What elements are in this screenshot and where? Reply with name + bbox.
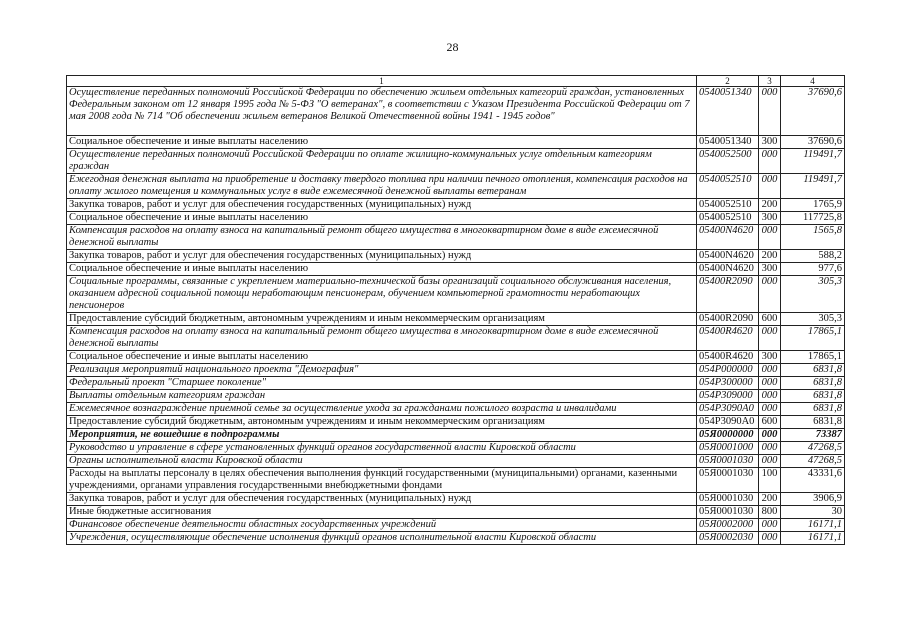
cell-target-article: 05400N4620	[697, 225, 759, 250]
cell-amount: 6831,8	[781, 403, 845, 416]
cell-expense-type: 600	[759, 416, 781, 429]
table-row	[67, 225, 845, 250]
table-body	[67, 87, 845, 545]
cell-amount: 6831,8	[781, 390, 845, 403]
cell-expense-type: 200	[759, 199, 781, 212]
cell-target-article: 054P300000	[697, 377, 759, 390]
cell-amount: 6831,8	[781, 377, 845, 390]
cell-expense-type: 000	[759, 519, 781, 532]
cell-expense-name: Иные бюджетные ассигнования	[67, 506, 697, 519]
cell-expense-name: Руководство и управление в сфере установленных функций органов государственной власти Кировской области	[67, 442, 697, 455]
cell-expense-type: 100	[759, 468, 781, 493]
cell-target-article: 05Я0000000	[697, 429, 759, 442]
table-row	[67, 87, 845, 136]
table-row	[67, 455, 845, 468]
cell-amount: 16171,1	[781, 519, 845, 532]
cell-amount: 37690,6	[781, 136, 845, 149]
cell-expense-name: Компенсация расходов на оплату взноса на капитальный ремонт общего имущества в многоквартирном доме в виде ежемесячной денежной выплаты	[67, 225, 697, 250]
cell-expense-type: 000	[759, 326, 781, 351]
cell-expense-type: 000	[759, 442, 781, 455]
cell-target-article: 05Я0001030	[697, 468, 759, 493]
table-row	[67, 468, 845, 493]
cell-amount: 305,3	[781, 313, 845, 326]
cell-expense-name: Закупка товаров, работ и услуг для обеспечения государственных (муниципальных) нужд	[67, 493, 697, 506]
budget-table	[66, 75, 845, 545]
cell-expense-type: 300	[759, 136, 781, 149]
cell-expense-name: Социальное обеспечение и иные выплаты населению	[67, 263, 697, 276]
cell-expense-name: Осуществление переданных полномочий Российской Федерации по обеспечению жильем отдельных категорий граждан, установленных Федеральным законом от 12 января 1995 года № 5-ФЗ "О ветеранах", в соответствии с Указом Президента Российской Федерации от 7 мая 2008 года № 714 "Об обеспечении жильем ветеранов Великой Отечественной войны 1941 - 1945 годов"	[67, 87, 697, 136]
table-row	[67, 429, 845, 442]
cell-expense-name: Органы исполнительной власти Кировской области	[67, 455, 697, 468]
table-row	[67, 442, 845, 455]
cell-amount: 16171,1	[781, 532, 845, 545]
cell-expense-name: Социальное обеспечение и иные выплаты населению	[67, 136, 697, 149]
column-header-name: 1	[67, 76, 697, 87]
cell-expense-type: 000	[759, 276, 781, 313]
table-row	[67, 149, 845, 174]
cell-amount: 119491,7	[781, 149, 845, 174]
table-row	[67, 506, 845, 519]
table-row	[67, 199, 845, 212]
table-row	[67, 390, 845, 403]
page-number: 28	[446, 40, 459, 54]
cell-amount: 47268,5	[781, 442, 845, 455]
cell-target-article: 05Я0001030	[697, 506, 759, 519]
cell-amount: 119491,7	[781, 174, 845, 199]
table-row	[67, 364, 845, 377]
column-header-vr: 3	[759, 76, 781, 87]
cell-expense-name: Закупка товаров, работ и услуг для обеспечения государственных (муниципальных) нужд	[67, 250, 697, 263]
column-header-csr: 2	[697, 76, 759, 87]
cell-target-article: 05Я0002030	[697, 532, 759, 545]
table-row	[67, 493, 845, 506]
table-row	[67, 519, 845, 532]
cell-amount: 30	[781, 506, 845, 519]
table-row	[67, 351, 845, 364]
cell-expense-name: Социальное обеспечение и иные выплаты населению	[67, 351, 697, 364]
cell-target-article: 05Я0001000	[697, 442, 759, 455]
cell-target-article: 0540052510	[697, 212, 759, 225]
table-row	[67, 174, 845, 199]
cell-target-article: 054P000000	[697, 364, 759, 377]
cell-expense-type: 200	[759, 493, 781, 506]
cell-expense-type: 200	[759, 250, 781, 263]
cell-target-article: 054P3090A0	[697, 416, 759, 429]
cell-amount: 17865,1	[781, 326, 845, 351]
cell-amount: 588,2	[781, 250, 845, 263]
cell-expense-name: Ежегодная денежная выплата на приобретение и доставку твердого топлива при наличии печного отопления, компенсация расходов на оплату жилого помещения и коммунальных услуг в виде ежемесячной денежной выплаты ветеранам	[67, 174, 697, 199]
cell-amount: 6831,8	[781, 364, 845, 377]
cell-target-article: 05400N4620	[697, 250, 759, 263]
table-row	[67, 326, 845, 351]
cell-expense-name: Выплаты отдельным категориям граждан	[67, 390, 697, 403]
cell-expense-type: 000	[759, 403, 781, 416]
cell-amount: 47268,5	[781, 455, 845, 468]
cell-target-article: 0540052510	[697, 174, 759, 199]
cell-target-article: 054P309000	[697, 390, 759, 403]
table-row	[67, 276, 845, 313]
table-row	[67, 416, 845, 429]
cell-expense-name: Мероприятия, не вошедшие в подпрограммы	[67, 429, 697, 442]
cell-expense-type: 000	[759, 225, 781, 250]
table-row	[67, 212, 845, 225]
cell-amount: 1565,8	[781, 225, 845, 250]
table-header-row	[67, 76, 845, 87]
cell-amount: 43331,6	[781, 468, 845, 493]
cell-expense-name: Осуществление переданных полномочий Российской Федерации по оплате жилищно-коммунальных услуг отдельным категориям граждан	[67, 149, 697, 174]
cell-amount: 305,3	[781, 276, 845, 313]
cell-expense-name: Федеральный проект "Старшее поколение"	[67, 377, 697, 390]
cell-expense-name: Расходы на выплаты персоналу в целях обеспечения выполнения функций государственными (муниципальными) органами, казенными учреждениями, органами управления государственными внебюджетными фондами	[67, 468, 697, 493]
cell-target-article: 05Я0001030	[697, 455, 759, 468]
cell-amount: 977,6	[781, 263, 845, 276]
cell-expense-type: 000	[759, 429, 781, 442]
cell-target-article: 0540052500	[697, 149, 759, 174]
cell-expense-type: 000	[759, 390, 781, 403]
cell-amount: 6831,8	[781, 416, 845, 429]
cell-expense-type: 000	[759, 532, 781, 545]
cell-target-article: 05Я0001030	[697, 493, 759, 506]
table-row	[67, 403, 845, 416]
table-row	[67, 250, 845, 263]
cell-amount: 1765,9	[781, 199, 845, 212]
table-row	[67, 136, 845, 149]
cell-expense-name: Компенсация расходов на оплату взноса на капитальный ремонт общего имущества в многоквартирном доме в виде ежемесячной денежной выплаты	[67, 326, 697, 351]
cell-expense-name: Социальные программы, связанные с укреплением материально-технической базы организаций социального обслуживания населения, оказанием адресной социальной помощи неработающим пенсионерам, обучением компьютерной грамотности неработающих пенсионеров	[67, 276, 697, 313]
cell-expense-type: 600	[759, 313, 781, 326]
cell-amount: 73387	[781, 429, 845, 442]
cell-expense-type: 000	[759, 377, 781, 390]
table-row	[67, 532, 845, 545]
cell-expense-name: Предоставление субсидий бюджетным, автономным учреждениям и иным некоммерческим организациям	[67, 416, 697, 429]
cell-expense-type: 000	[759, 364, 781, 377]
cell-target-article: 05400R4620	[697, 326, 759, 351]
cell-target-article: 0540051340	[697, 87, 759, 136]
cell-target-article: 0540052510	[697, 199, 759, 212]
cell-target-article: 054P3090A0	[697, 403, 759, 416]
cell-expense-name: Учреждения, осуществляющие обеспечение исполнения функций органов исполнительной власти Кировской области	[67, 532, 697, 545]
cell-amount: 3906,9	[781, 493, 845, 506]
cell-expense-name: Предоставление субсидий бюджетным, автономным учреждениям и иным некоммерческим организациям	[67, 313, 697, 326]
cell-amount: 37690,6	[781, 87, 845, 136]
cell-target-article: 05400R4620	[697, 351, 759, 364]
table-row	[67, 377, 845, 390]
cell-expense-name: Ежемесячное вознаграждение приемной семье за осуществление ухода за гражданами пожилого возраста и инвалидами	[67, 403, 697, 416]
cell-expense-name: Социальное обеспечение и иные выплаты населению	[67, 212, 697, 225]
cell-expense-type: 300	[759, 212, 781, 225]
cell-expense-name: Финансовое обеспечение деятельности областных государственных учреждений	[67, 519, 697, 532]
table-row	[67, 313, 845, 326]
cell-expense-type: 300	[759, 351, 781, 364]
cell-expense-type: 000	[759, 455, 781, 468]
cell-expense-type: 000	[759, 174, 781, 199]
cell-amount: 117725,8	[781, 212, 845, 225]
cell-target-article: 05400R2090	[697, 313, 759, 326]
cell-target-article: 0540051340	[697, 136, 759, 149]
cell-amount: 17865,1	[781, 351, 845, 364]
table-row	[67, 263, 845, 276]
cell-expense-type: 800	[759, 506, 781, 519]
cell-target-article: 05400N4620	[697, 263, 759, 276]
cell-target-article: 05400R2090	[697, 276, 759, 313]
cell-expense-name: Реализация мероприятий национального проекта "Демография"	[67, 364, 697, 377]
cell-expense-type: 300	[759, 263, 781, 276]
cell-expense-type: 000	[759, 87, 781, 136]
cell-target-article: 05Я0002000	[697, 519, 759, 532]
cell-expense-type: 000	[759, 149, 781, 174]
cell-expense-name: Закупка товаров, работ и услуг для обеспечения государственных (муниципальных) нужд	[67, 199, 697, 212]
column-header-amount: 4	[781, 76, 845, 87]
